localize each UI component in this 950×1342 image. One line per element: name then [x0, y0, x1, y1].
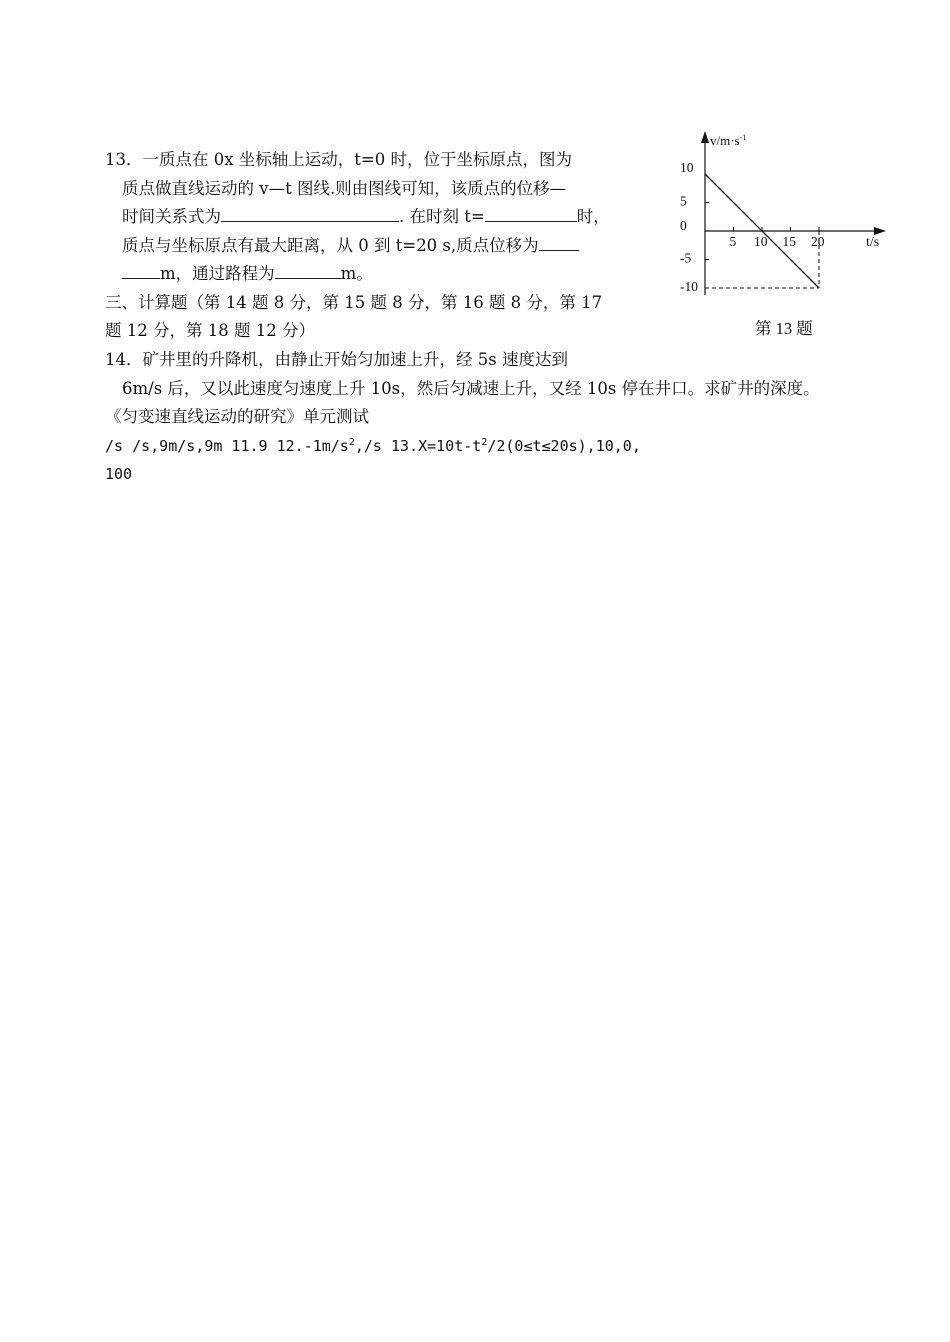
q13-line-4: [122, 235, 579, 257]
y-tick-label: 5: [680, 193, 687, 209]
answers-line-1-sup: 2: [348, 437, 355, 448]
x-axis-arrow: [874, 227, 886, 235]
answer-blank-3b: [122, 263, 160, 279]
q13-line-5-text-a: m，通过路程为: [160, 264, 275, 283]
section3-heading-line-1: 三、计算题（第 14 题 8 分，第 15 题 8 分，第 16 题 8 分，第 17: [105, 293, 603, 312]
answers-line-1: [105, 435, 641, 457]
y-axis-arrow: [701, 131, 709, 143]
x-tick-label: 10: [754, 234, 768, 249]
q13-line-1: 13．一质点在 0x 坐标轴上运动，t=0 时，位于坐标原点，图为: [105, 150, 572, 169]
x-tick-label: 5: [729, 234, 737, 249]
q14-line-2: 6m/s 后，又以此速度匀速度上升 10s，然后匀减速上升，又经 10s 停在井口。求矿井的深度。: [122, 379, 820, 398]
y-axis-label: $v/m\cdot s^{-1}$: [710, 133, 747, 148]
section3-heading-line-2: 题 12 分，第 18 题 12 分）: [105, 321, 315, 340]
q13-line-5: [122, 263, 373, 285]
answer-blank-3a: [539, 235, 579, 251]
q13-line-4-text: 质点与坐标原点有最大距离，从 0 到 t=20 s,质点位移为: [122, 236, 539, 255]
q13-line-3-text-a: 时间关系式为: [122, 207, 221, 226]
q13-line-2: 质点做直线运动的 v—t 图线.则由图线可知，该质点的位移—: [122, 179, 567, 198]
answer-blank-1: [221, 206, 399, 222]
q14-line-1: 14．矿井里的升降机，由静止开始匀加速上升，经 5s 速度达到: [105, 350, 568, 369]
q13-line-5-text-b: m。: [340, 264, 373, 283]
x-tick-label: 20: [811, 234, 825, 249]
answers-title: 《匀变速直线运动的研究》单元测试: [105, 407, 369, 426]
figure-caption: 第 13 题: [755, 319, 813, 338]
answers-line-1-part-c: /2(0≤t≤20s),10,0,: [487, 437, 641, 455]
answers-line-1-part-b: ,/s 13.X=10t-t: [354, 437, 482, 455]
q13-line-3: [122, 206, 610, 228]
q13-line-3-text-c: 时，: [576, 207, 610, 226]
x-axis-label: t/s: [866, 235, 880, 250]
q13-line-3-text-b: . 在时刻 t=: [399, 207, 485, 226]
y-tick-label: -10: [680, 279, 698, 294]
answers-line-1-part-a: /s /s,9m/s,9m 11.9 12.-1m/s: [105, 437, 349, 455]
y-tick-label: 10: [680, 160, 694, 175]
answer-blank-4: [275, 263, 341, 279]
answers-line-1-sup-2: 2: [481, 437, 488, 448]
answer-blank-2: [485, 206, 577, 222]
y-tick-label: 0: [680, 218, 687, 233]
x-tick-label: 15: [782, 234, 796, 249]
y-tick-label: -5: [680, 250, 692, 266]
answers-line-2: 100: [105, 465, 133, 483]
vt-graph: [660, 125, 900, 345]
